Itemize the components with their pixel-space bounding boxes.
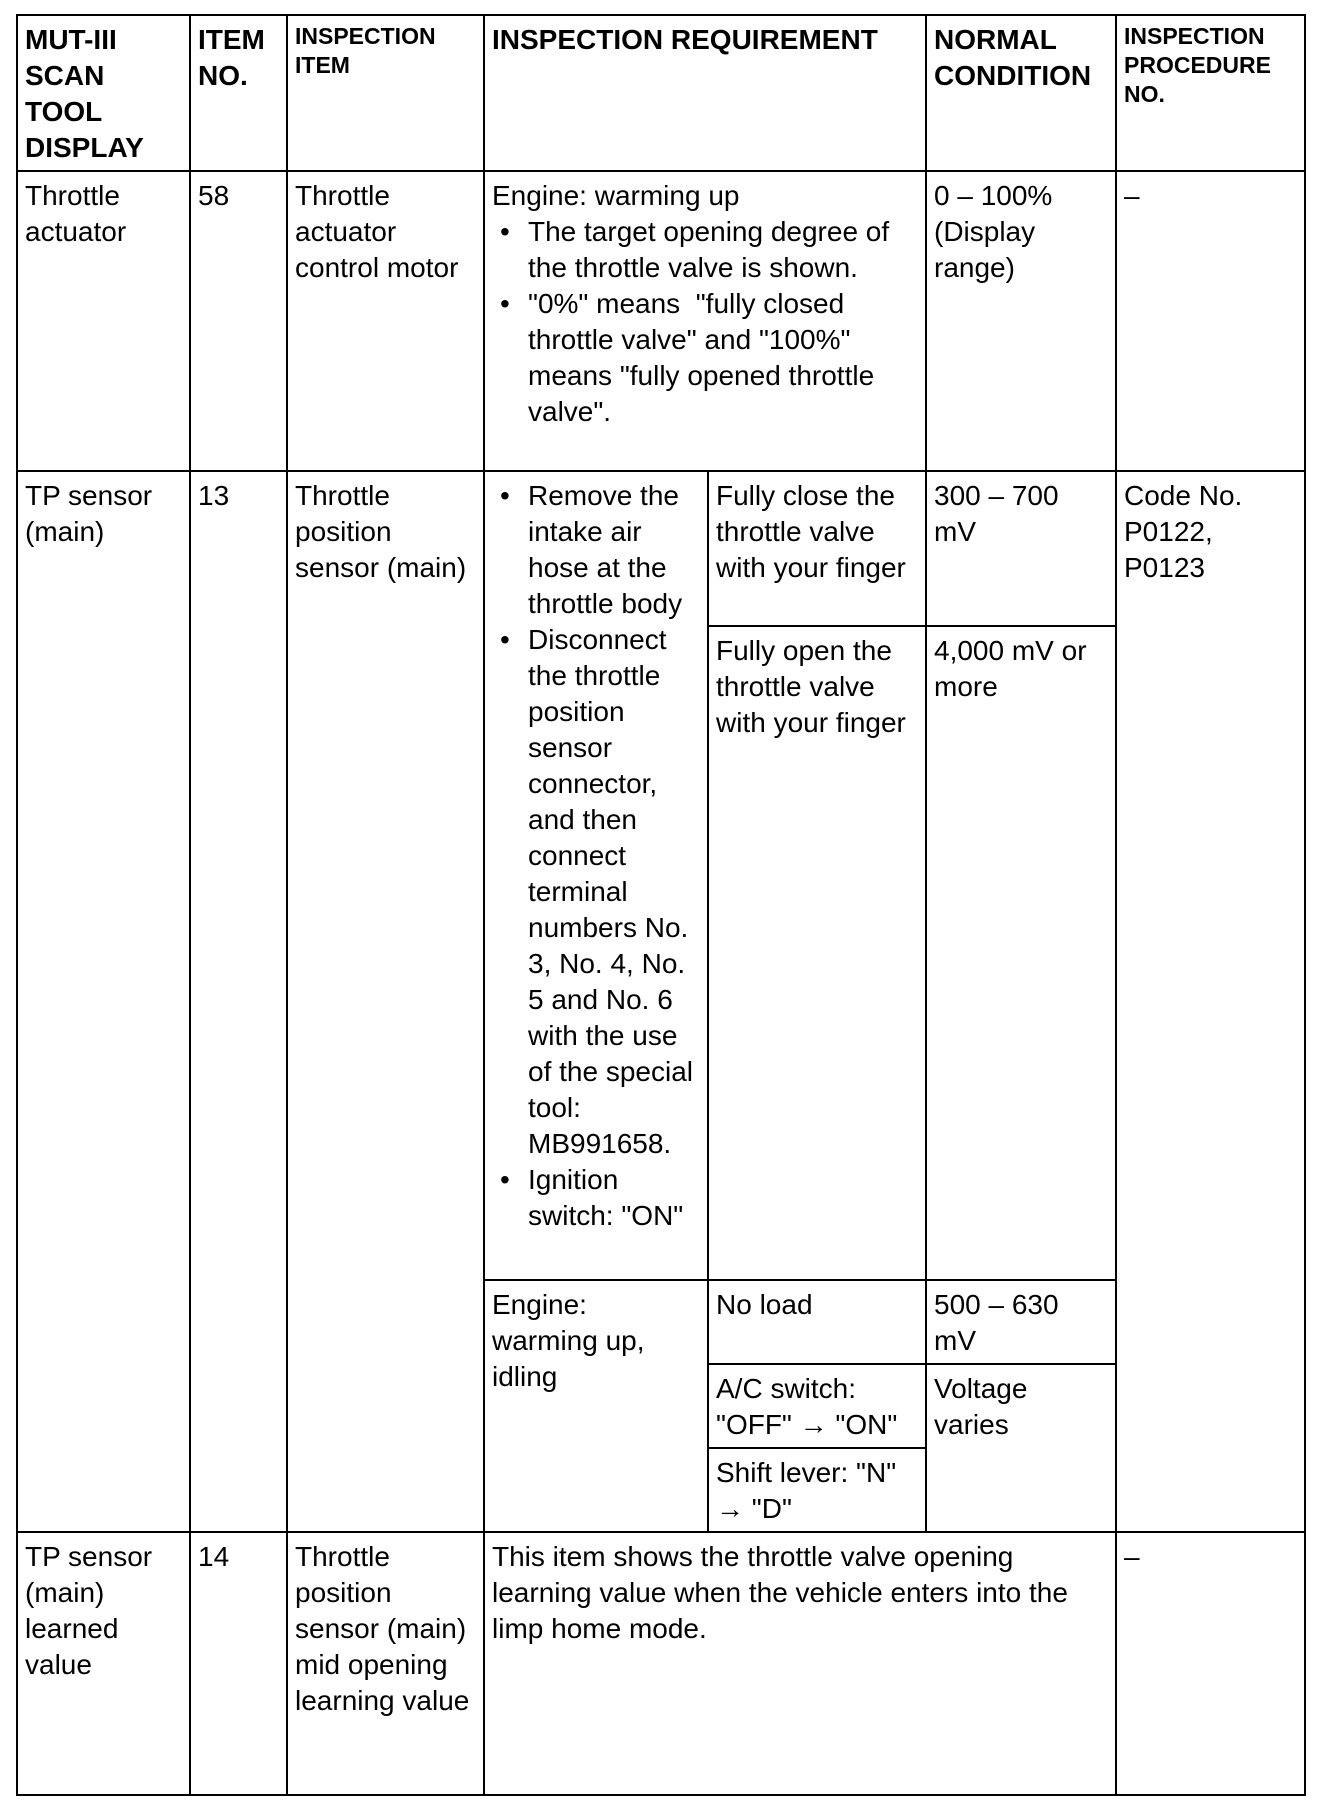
- row2-cond5: Shift lever: "N" → "D": [708, 1448, 926, 1532]
- row3-display: TP sensor (main) learned value: [17, 1532, 190, 1795]
- row2-cond2: Fully open the throttle valve with your finger: [708, 626, 926, 1280]
- header-display: MUT-III SCAN TOOL DISPLAY: [17, 15, 190, 171]
- row2-requirement: [484, 471, 708, 1280]
- row2-procedure: Code No. P0122, P0123: [1116, 471, 1305, 1532]
- row2-normal4: Voltage varies: [926, 1364, 1116, 1532]
- list-item: • The target opening degree of the throttle valve is shown.: [528, 214, 918, 286]
- row1-requirement: [484, 171, 926, 471]
- list-item: • Disconnect the throttle position sensor connector, and then connect terminal numbers No. 3, No. 4, No. 5 and No. 6 with the use of the special tool: MB991658.: [528, 622, 700, 1162]
- row1-req-list: [492, 214, 918, 430]
- row1-req-title: Engine: warming up: [492, 180, 740, 211]
- row3-procedure: –: [1116, 1532, 1305, 1795]
- header-normal: NORMAL CONDITION: [926, 15, 1116, 171]
- row2-engine: Engine: warming up, idling: [484, 1280, 708, 1532]
- row3-item-no: 14: [190, 1532, 287, 1795]
- table-row: [17, 171, 1305, 471]
- row1-procedure: –: [1116, 171, 1305, 471]
- row2-req-list: [492, 478, 700, 1234]
- header-procedure: INSPECTION PROCEDURE NO.: [1116, 15, 1305, 171]
- row3-item: Throttle position sensor (main) mid opening learning value: [287, 1532, 484, 1795]
- row2-item: Throttle position sensor (main): [287, 471, 484, 1532]
- row2-display: TP sensor (main): [17, 471, 190, 1532]
- header-row: [17, 15, 1305, 171]
- row2-cond3: No load: [708, 1280, 926, 1364]
- list-item: • Remove the intake air hose at the throttle body: [528, 478, 700, 622]
- row1-item: Throttle actuator control motor: [287, 171, 484, 471]
- inspection-table: [16, 14, 1306, 1796]
- row1-item-no: 58: [190, 171, 287, 471]
- header-requirement: INSPECTION REQUIREMENT: [484, 15, 926, 171]
- row2-item-no: 13: [190, 471, 287, 1532]
- row2-normal3: 500 – 630 mV: [926, 1280, 1116, 1364]
- row1-normal: 0 – 100% (Display range): [926, 171, 1116, 471]
- row3-requirement: This item shows the throttle valve opening learning value when the vehicle enters into the limp home mode.: [484, 1532, 1116, 1795]
- header-item-no: ITEM NO.: [190, 15, 287, 171]
- row2-cond4: A/C switch: "OFF" → "ON": [708, 1364, 926, 1448]
- row1-display: Throttle actuator: [17, 171, 190, 471]
- row2-cond1: Fully close the throttle valve with your finger: [708, 471, 926, 626]
- header-inspection-item: INSPECTION ITEM: [287, 15, 484, 171]
- list-item: • Ignition switch: "ON": [528, 1162, 700, 1234]
- list-item: • "0%" means "fully closed throttle valve" and "100%" means "fully opened throttle valve".: [528, 286, 918, 430]
- row2-normal2: 4,000 mV or more: [926, 626, 1116, 1280]
- table-row: [17, 1532, 1305, 1795]
- row2-normal1: 300 – 700 mV: [926, 471, 1116, 626]
- table-row: [17, 471, 1305, 626]
